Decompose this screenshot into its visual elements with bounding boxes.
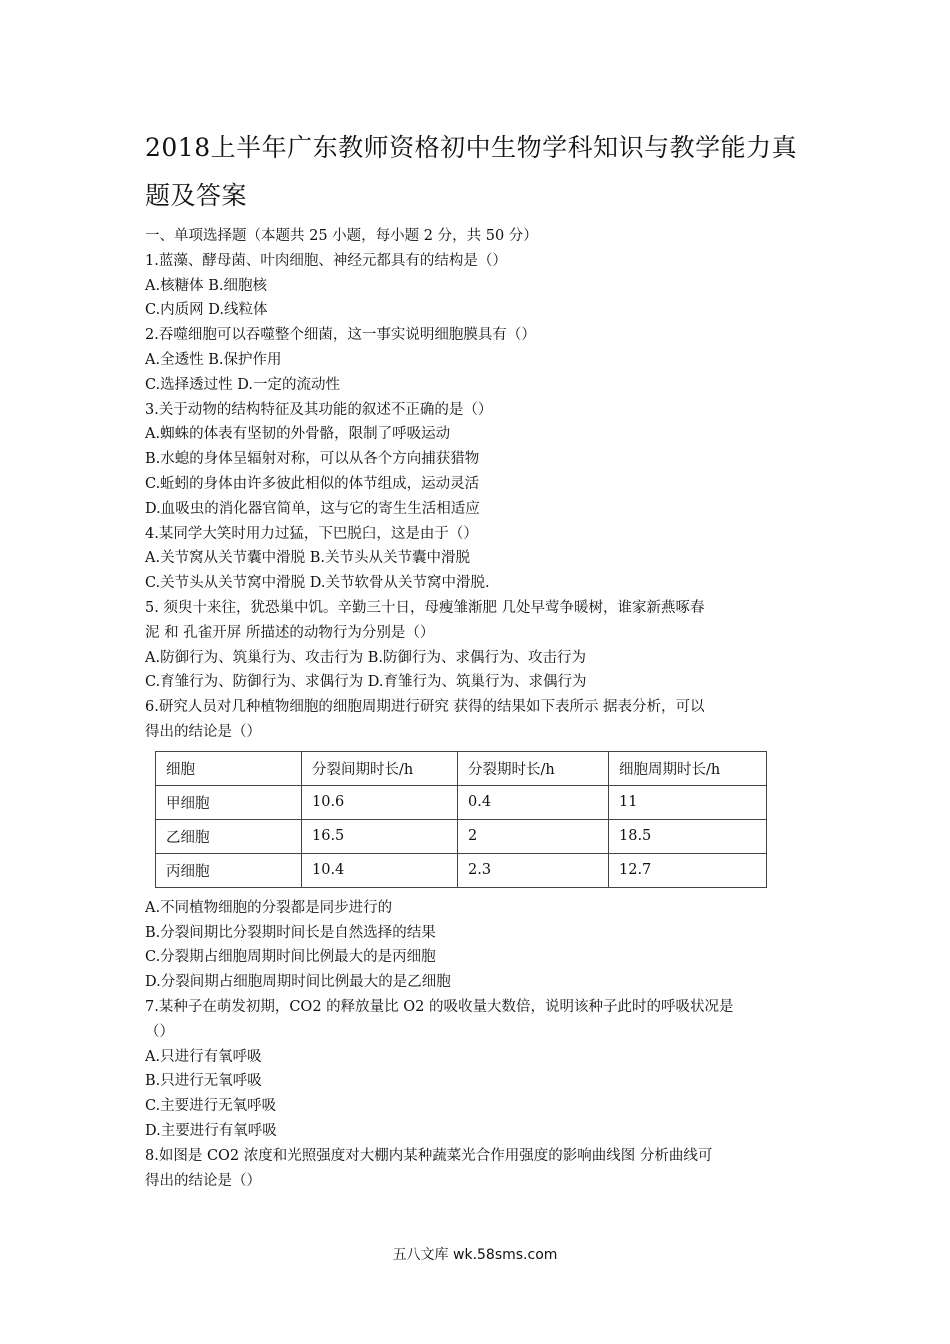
text-line: 泥 和 孔雀开屏 所描述的动物行为分别是（） <box>145 624 435 641</box>
text-line: A.关节窝从关节囊中滑脱 B.关节头从关节囊中滑脱 <box>145 550 470 567</box>
questions-block-1 <box>145 249 810 745</box>
text-line: 2.吞噬细胞可以吞噬整个细菌，这一事实说明细胞膜具有（） <box>145 327 536 344</box>
title-line-2: 题及答案 <box>145 181 248 210</box>
table-header-cell: 分裂间期时长/h <box>302 751 458 785</box>
section-heading: 一、单项选择题（本题共 25 小题，每小题 2 分，共 50 分） <box>145 228 538 244</box>
text-line: 3.关于动物的结构特征及其功能的叙述不正确的是（） <box>145 401 493 418</box>
text-line: A.防御行为、筑巢行为、攻击行为 B.防御行为、求偶行为、攻击行为 <box>145 649 586 666</box>
page-footer: 五八文库 wk.58sms.com <box>392 1247 558 1263</box>
text-line: 7.某种子在萌发初期，CO2 的释放量比 O2 的吸收量大数倍，说明该种子此时的呼吸状况是 <box>145 998 734 1015</box>
text-line: 得出的结论是（） <box>145 723 261 740</box>
table-cell: 11 <box>609 785 767 819</box>
table-header-cell: 分裂期时长/h <box>458 751 609 785</box>
table-header-row <box>156 751 767 785</box>
table-cell: 10.4 <box>302 853 458 887</box>
table-row <box>156 819 767 853</box>
table-header-cell: 细胞周期时长/h <box>609 751 767 785</box>
document-title <box>145 124 810 220</box>
text-line: 6.研究人员对几种植物细胞的细胞周期进行研究 获得的结果如下表所示 据表分析，可以 <box>145 699 705 716</box>
document-body <box>145 124 810 1193</box>
table-cell: 16.5 <box>302 819 458 853</box>
text-line: C.关节头从关节窝中滑脱 D.关节软骨从关节窝中滑脱. <box>145 575 490 592</box>
text-line: 1.蓝藻、酵母菌、叶肉细胞、神经元都具有的结构是（） <box>145 252 507 269</box>
cell-cycle-table <box>155 751 767 888</box>
title-line-1: 2018上半年广东教师资格初中生物学科知识与教学能力真 <box>145 133 798 162</box>
text-line: D.血吸虫的消化器官简单，这与它的寄生生活相适应 <box>145 500 480 517</box>
questions-block-2 <box>145 896 810 1194</box>
text-line: B.分裂间期比分裂期时间长是自然选择的结果 <box>145 924 436 941</box>
text-line: （） <box>145 1023 174 1040</box>
table-cell: 乙细胞 <box>156 819 302 853</box>
text-line: A.全透性 B.保护作用 <box>145 351 282 368</box>
text-line: A.蜘蛛的体表有坚韧的外骨骼，限制了呼吸运动 <box>145 426 451 443</box>
text-line: C.育雏行为、防御行为、求偶行为 D.育雏行为、筑巢行为、求偶行为 <box>145 674 587 691</box>
text-line: C.蚯蚓的身体由许多彼此相似的体节组成，运动灵活 <box>145 475 480 492</box>
text-line: 5. 须臾十来往，犹恐巢中饥。辛勤三十日，母瘦雏渐肥 几处早莺争暖树，谁家新燕啄春 <box>145 599 705 616</box>
table-cell: 甲细胞 <box>156 785 302 819</box>
text-line: 得出的结论是（） <box>145 1172 261 1189</box>
table-cell: 0.4 <box>458 785 609 819</box>
table-cell: 12.7 <box>609 853 767 887</box>
text-line: C.分裂期占细胞周期时间比例最大的是丙细胞 <box>145 949 436 966</box>
table-cell: 10.6 <box>302 785 458 819</box>
text-line: D.分裂间期占细胞周期时间比例最大的是乙细胞 <box>145 974 451 991</box>
text-line: A.只进行有氧呼吸 <box>145 1048 262 1065</box>
table-row <box>156 853 767 887</box>
text-line: C.内质网 D.线粒体 <box>145 302 268 319</box>
text-line: D.主要进行有氧呼吸 <box>145 1122 277 1139</box>
table-cell: 18.5 <box>609 819 767 853</box>
text-line: B.水螅的身体呈辐射对称，可以从各个方向捕获猎物 <box>145 451 480 468</box>
text-line: C.主要进行无氧呼吸 <box>145 1098 277 1115</box>
text-line: A.不同植物细胞的分裂都是同步进行的 <box>145 899 393 916</box>
table-header-cell: 细胞 <box>156 751 302 785</box>
text-line: A.核糖体 B.细胞核 <box>145 277 267 294</box>
text-line: 8.如图是 CO2 浓度和光照强度对大棚内某种蔬菜光合作用强度的影响曲线图 分析曲线可 <box>145 1147 713 1164</box>
text-line: 4.某同学大笑时用力过猛，下巴脱臼，这是由于（） <box>145 525 478 542</box>
table-row <box>156 785 767 819</box>
table-cell: 2 <box>458 819 609 853</box>
text-line: B.只进行无氧呼吸 <box>145 1073 262 1090</box>
table-cell: 2.3 <box>458 853 609 887</box>
text-line: C.选择透过性 D.一定的流动性 <box>145 376 341 393</box>
table-cell: 丙细胞 <box>156 853 302 887</box>
